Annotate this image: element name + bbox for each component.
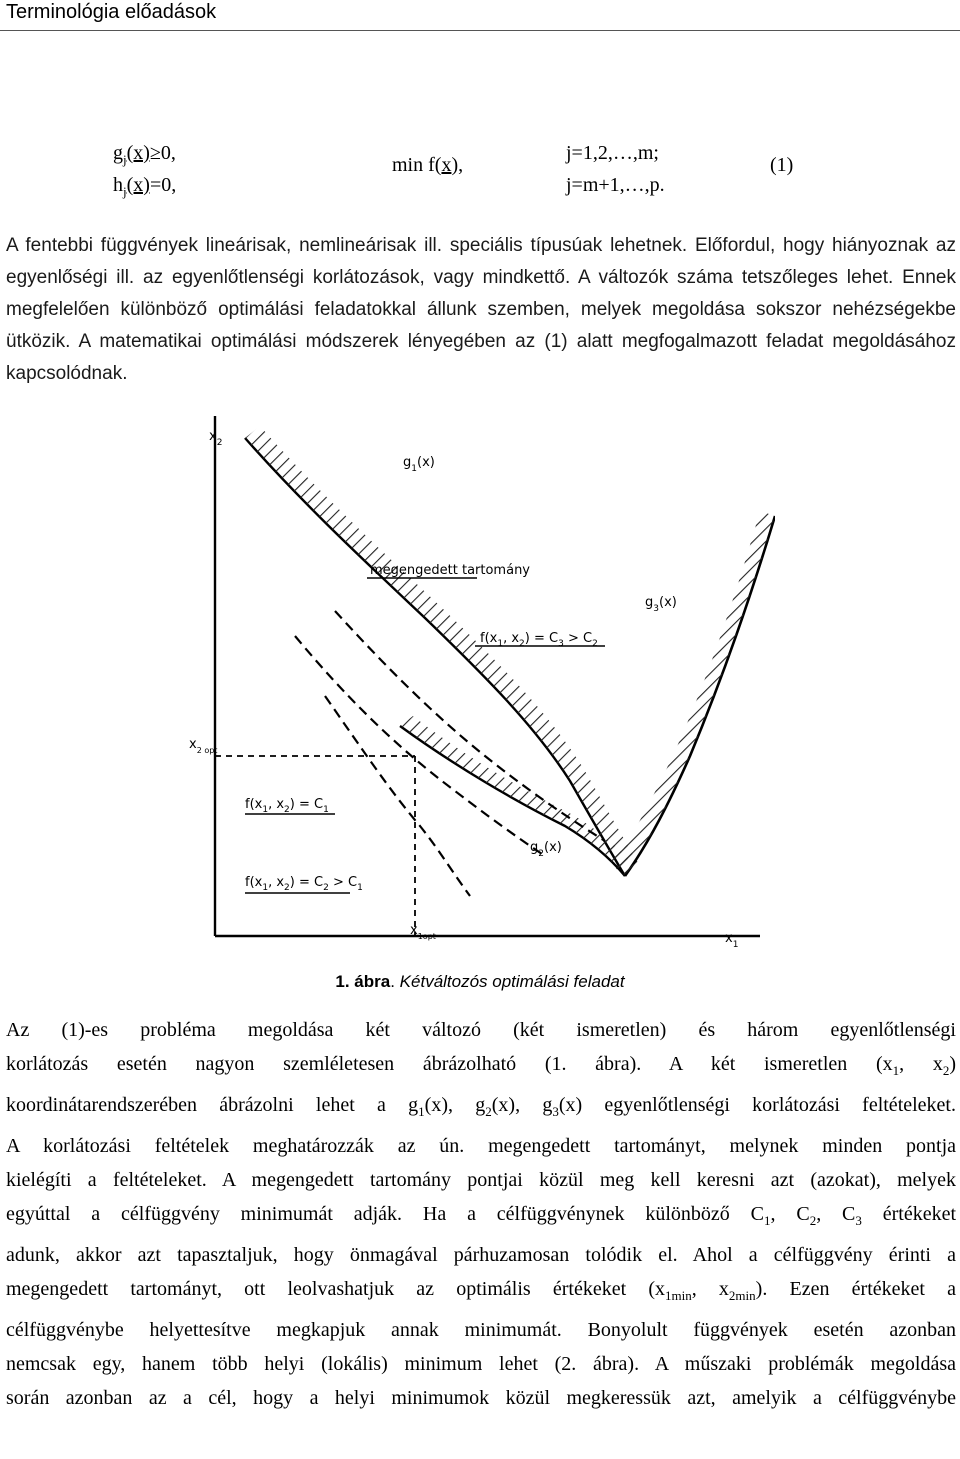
label-g2: $g_2(x)$ <box>530 840 562 859</box>
caption-text: Kétváltozós optimálási feladat <box>399 972 625 991</box>
body-line: megengedett tartományt, ott leolvashatjuk az optimális értékeket ($x_{1min}$, $x_{2min}$). Ezen értékeket a <box>6 1278 956 1303</box>
label-f-c1: $f(x_1$, $x_2) = C_1$ <box>245 797 329 815</box>
index-range-2: j=m+1,…,p. <box>566 174 665 196</box>
body-line: korlátozás esetén nagyon szemléletesen ábrázolható (1. ábra). A két ismeretlen ($x_1$, $x_2$) <box>6 1053 957 1078</box>
figure-caption: 1. ábra. Kétváltozós optimálási feladat <box>335 972 625 991</box>
label-x1: $x_1$ <box>725 931 739 950</box>
constraint-equality: $h_j(x)=0$, <box>113 174 177 199</box>
label-x2: $x_2$ <box>209 429 223 448</box>
constraint-inequality: $g_j(x)\ge 0$, <box>113 142 176 167</box>
contour-c1 <box>295 636 545 856</box>
body-line: egyúttal a célfüggvény minimumát adják. Ha a célfüggvénynek különböző $C_1$, $C_2$, $C_3$ értékeket <box>6 1203 957 1228</box>
label-x1opt: $x_{1opt}$ <box>410 923 436 941</box>
optimization-figure <box>185 396 775 961</box>
header-title: Terminológia előadások <box>6 1 217 23</box>
label-x2opt: $x_{2 opt}$ <box>189 737 218 755</box>
intro-text: A fentebbi függvények lineárisak, nemlineárisak ill. speciális típusúak lehetnek. Előfordul, hogy hiányoznak az egyenlőségi ill. az egyenlőtlenségi korlátozások, vagy mindkettő. A változók száma tetszőleges lehet. Ennek megfelelően különböző optimálási feladatokkal állunk szemben, melyek megoldása sokszor nehézségekbe ütközik. A matematikai optimálási módszerek lényegében az (1) alatt megfogalmazott feladat megoldásához kapcsolódnak. <box>6 235 956 384</box>
page-header <box>0 0 960 28</box>
label-f-c2: $f(x_1$, $x_2) = C_2 > C_1$ <box>245 875 363 893</box>
equation-number: (1) <box>770 154 794 176</box>
body-line: célfüggvénybe helyettesítve megkapjuk annak minimumát. Bonyolult függvények esetén azonban <box>6 1319 956 1341</box>
body-line: nemcsak egy, hanem több helyi (lokális) minimum lehet (2. ábra). A műszaki problémák megoldása <box>6 1353 956 1375</box>
body-line: adunk, akkor azt tapasztaljuk, hogy önmagával párhuzamosan tolódik el. Ahol a célfüggvény érinti a <box>6 1244 956 1266</box>
label-g3: $g_3(x)$ <box>645 595 677 614</box>
label-f-c3: $f(x_1$, $x_2) = C_3 > C_2$ <box>480 631 598 649</box>
label-region: megengedett tartomány <box>370 563 530 578</box>
caption-number: 1. ábra <box>335 972 391 991</box>
body-line: Az (1)-es probléma megoldása két változó (két ismeretlen) és három egyenlőtlenségi <box>6 1019 956 1041</box>
header-rule <box>0 30 960 31</box>
index-range-1: j=1,2,…,m; <box>566 142 659 164</box>
body-line: kielégíti a feltételeket. A megengedett tartomány pontjai közül meg kell keresni azt (azokat), melyek <box>6 1169 956 1191</box>
body-paragraph <box>6 1013 956 1415</box>
intro-paragraph <box>6 230 956 390</box>
body-line: A korlátozási feltételek meghatározzák az ún. megengedett tartományt, melynek minden pontja <box>6 1135 956 1157</box>
label-g1: $g_1(x)$ <box>403 455 435 474</box>
g3-hatch <box>613 511 775 876</box>
objective-function: min f(x), <box>392 154 464 176</box>
body-line: koordinátarendszerében ábrázolni lehet a $g_1(x)$, $g_2(x)$, $g_3(x)$ egyenlőtlenségi korlátozási feltételeket. <box>6 1094 956 1119</box>
body-line: során azonban az a cél, hogy a helyi minimumok közül megkeressük azt, amelyik a célfüggvénybe <box>6 1387 956 1409</box>
